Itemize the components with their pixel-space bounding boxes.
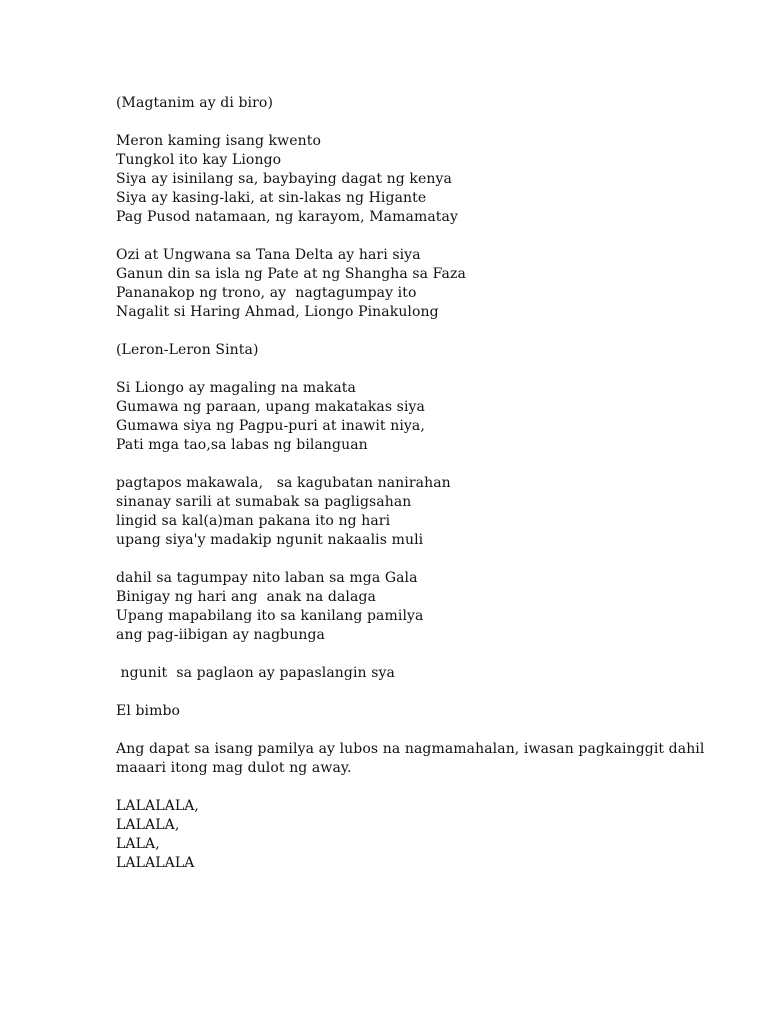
lyric-line: Siya ay isinilang sa, baybaying dagat ng kenya <box>116 171 452 187</box>
lyric-line: Tungkol ito kay Liongo <box>116 152 282 168</box>
lyric-line: dahil sa tagumpay nito laban sa mga Gala <box>116 570 418 586</box>
lyric-line: Gumawa siya ng Pagpu-puri at inawit niya, <box>116 418 425 434</box>
lyric-line: Pag Pusod natamaan, ng karayom, Mamamatay <box>116 209 458 225</box>
lyric-line: upang siya'y madakip ngunit nakaalis muli <box>116 532 424 548</box>
lyric-line: Meron kaming isang kwento <box>116 133 321 149</box>
lyric-line: Ganun din sa isla ng Pate at ng Shangha sa Faza <box>116 266 466 282</box>
lyric-line: Pananakop ng trono, ay nagtagumpay ito <box>116 285 417 301</box>
lyric-line: pagtapos makawala, sa kagubatan nanirahan <box>116 475 451 491</box>
chorus-line: LALALALA, <box>116 798 199 814</box>
lyric-line: Si Liongo ay magaling na makata <box>116 380 356 396</box>
paragraph-line: Ang dapat sa isang pamilya ay lubos na nagmamahalan, iwasan pagkainggit dahil <box>116 741 705 757</box>
lyric-line: lingid sa kal(a)man pakana ito ng hari <box>116 513 391 529</box>
lyric-line: Gumawa ng paraan, upang makatakas siya <box>116 399 426 415</box>
chorus-line: LALALA, <box>116 817 180 833</box>
section-title-el-bimbo: El bimbo <box>116 703 181 719</box>
lyric-line: Nagalit si Haring Ahmad, Liongo Pinakulong <box>116 304 439 320</box>
lyric-line: Siya ay kasing-laki, at sin-lakas ng Higante <box>116 190 427 206</box>
lyric-line: sinanay sarili at sumabak sa pagligsahan <box>116 494 412 510</box>
chorus-line: LALALALA <box>116 855 195 871</box>
section-title-magtanim: (Magtanim ay di biro) <box>116 95 274 111</box>
section-title-leron: (Leron-Leron Sinta) <box>116 342 259 358</box>
paragraph-line: maaari itong mag dulot ng away. <box>116 760 352 776</box>
lyric-line: Ozi at Ungwana sa Tana Delta ay hari siya <box>116 247 421 263</box>
lyric-line: ang pag-iibigan ay nagbunga <box>116 627 325 643</box>
lyric-line: Binigay ng hari ang anak na dalaga <box>116 589 376 605</box>
lyric-line: ngunit sa paglaon ay papaslangin sya <box>116 665 395 681</box>
lyric-line: Upang mapabilang ito sa kanilang pamilya <box>116 608 424 624</box>
lyric-line: Pati mga tao,sa labas ng bilanguan <box>116 437 368 453</box>
chorus-line: LALA, <box>116 836 160 852</box>
